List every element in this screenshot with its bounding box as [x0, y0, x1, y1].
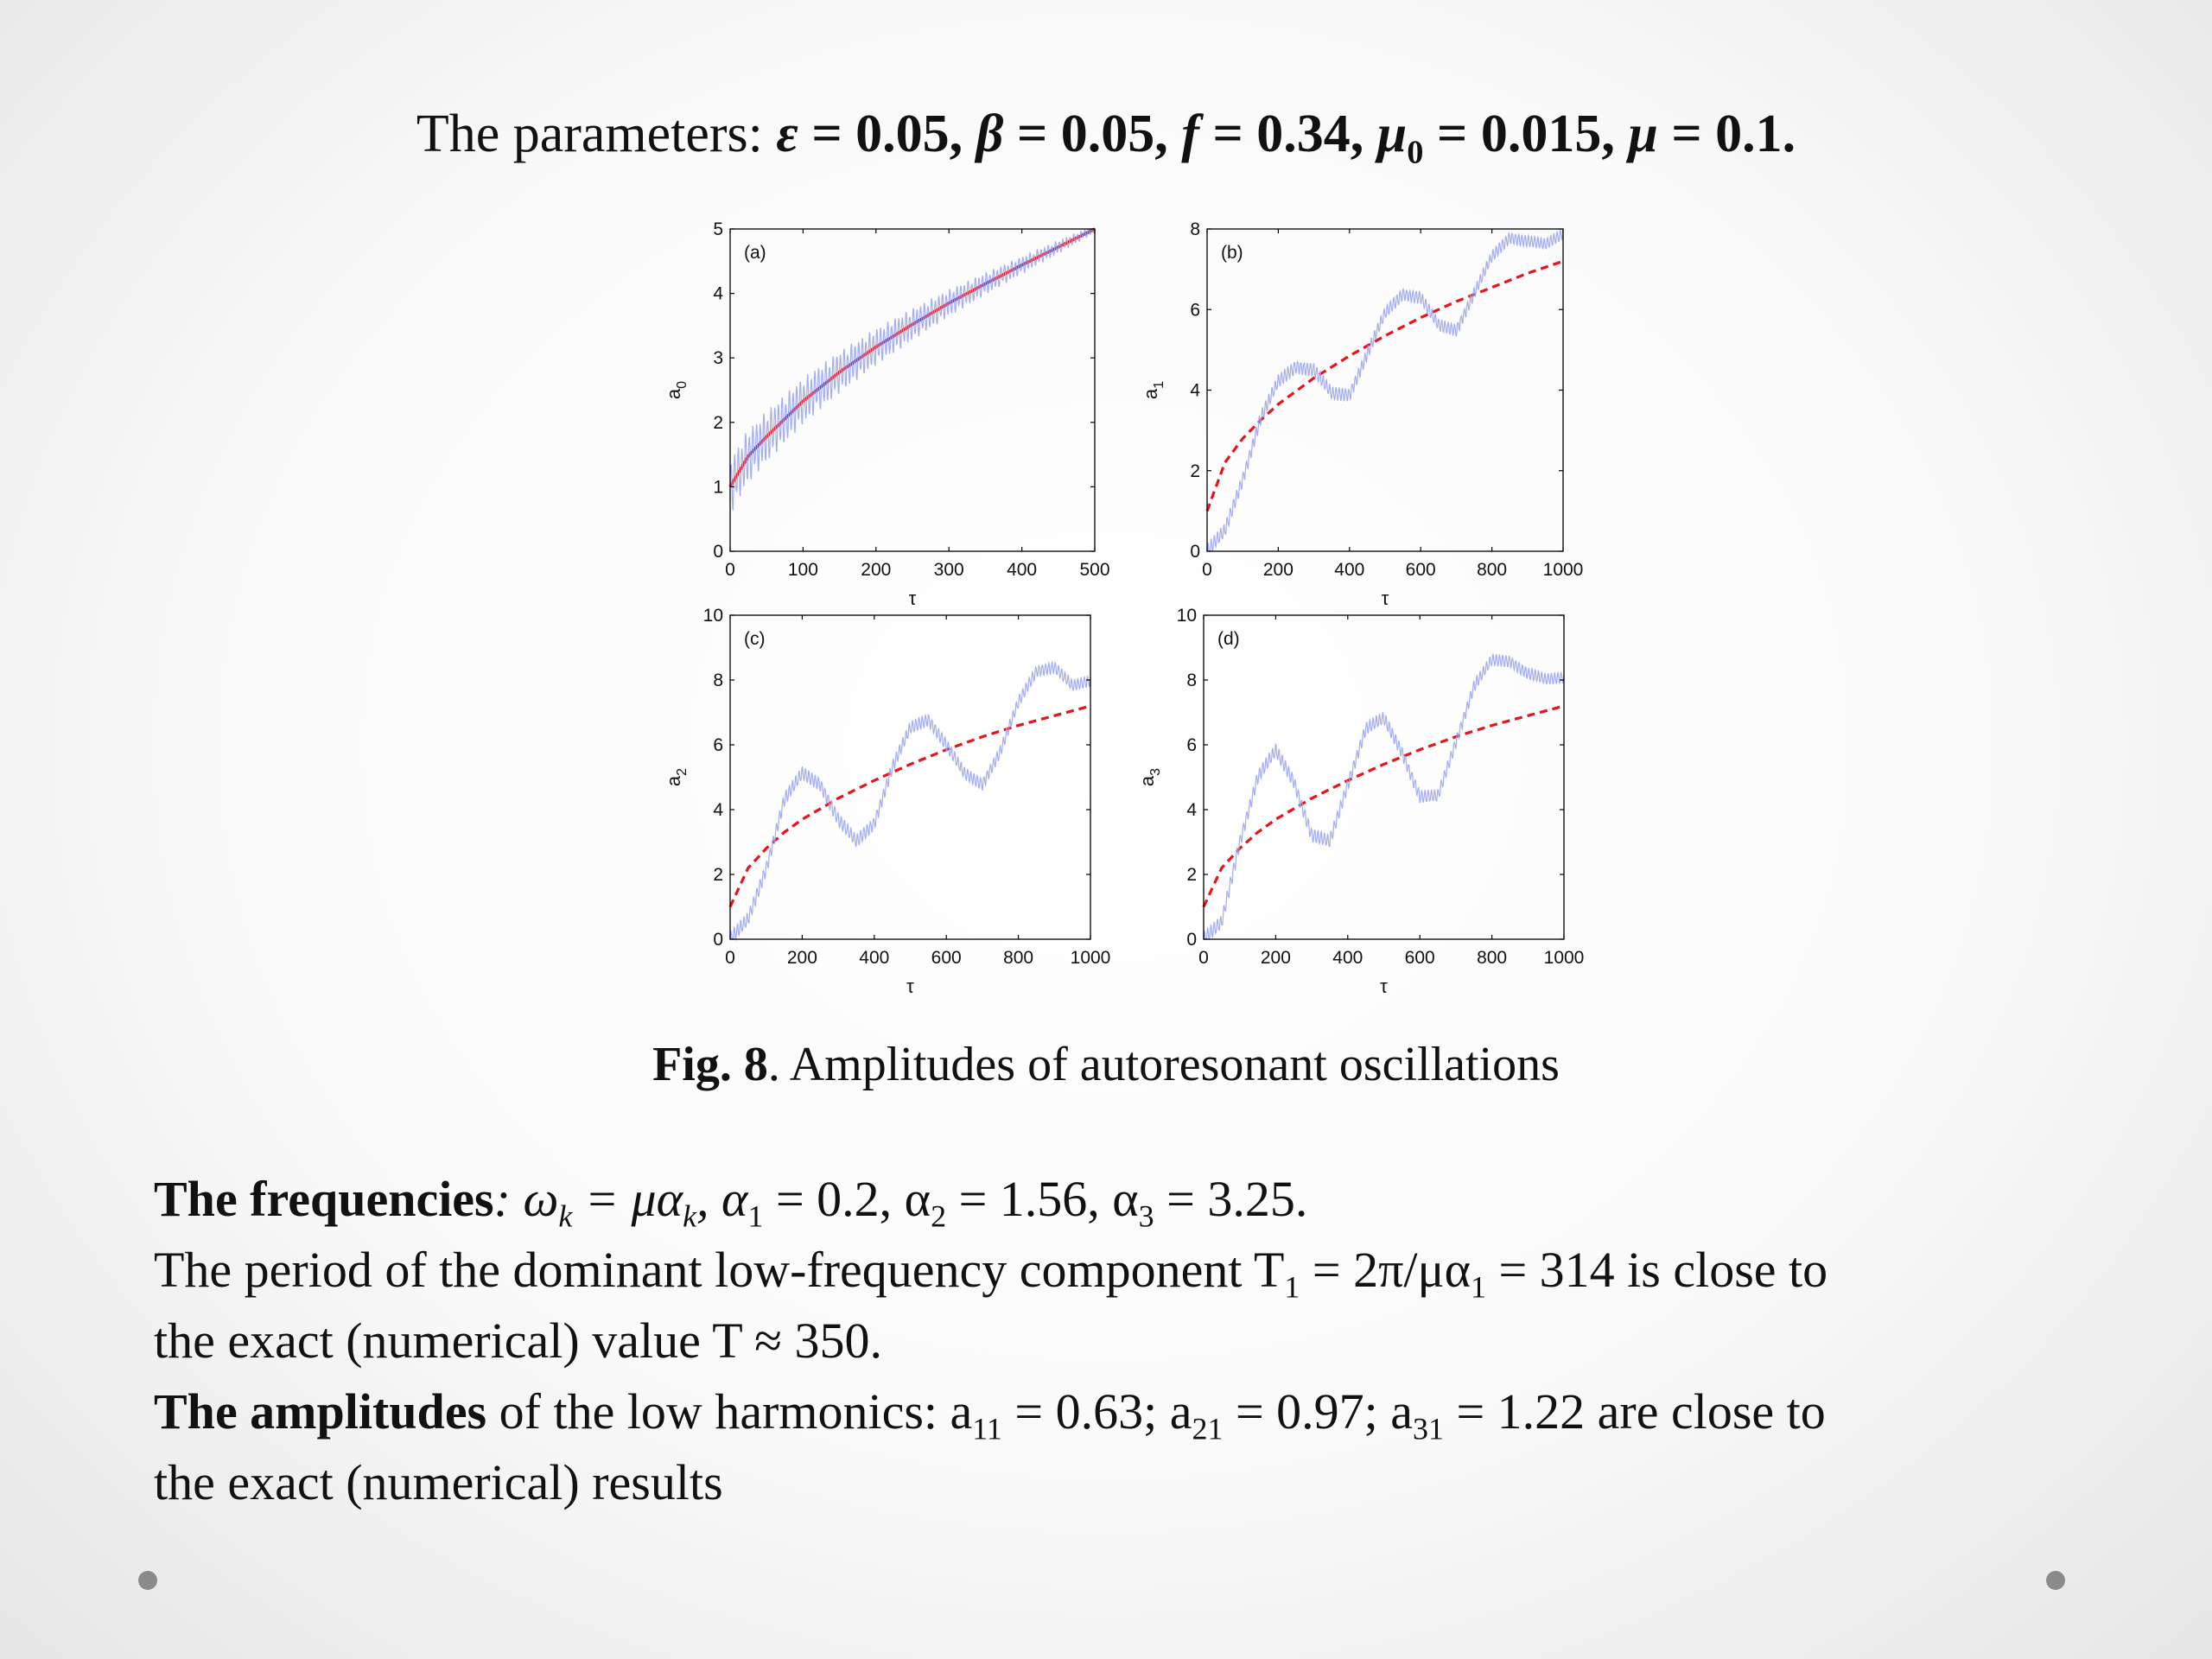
amplitudes-heading: The amplitudes: [154, 1383, 487, 1440]
y-tick-label-0-1: 1: [713, 477, 723, 498]
fit-series-0: [730, 229, 1095, 486]
freq-alpha3: = 1.56, α: [946, 1171, 1139, 1227]
x-tick-label-3-1: 200: [1260, 948, 1291, 968]
y-axis-label-sub-1: 1: [1152, 380, 1166, 389]
y-tick-label-0-3: 3: [713, 348, 723, 369]
y-tick-label-3-4: 8: [1186, 671, 1197, 690]
x-tick-label-2-3: 600: [931, 948, 962, 968]
amp-sub-11: 11: [972, 1411, 1002, 1446]
params-prefix: The parameters:: [416, 105, 777, 163]
mu0-value: = 0.015,: [1423, 105, 1629, 163]
f-symbol: f: [1181, 105, 1199, 163]
amp-sub-31: 31: [1413, 1411, 1444, 1446]
panel-label-3: (d): [1217, 629, 1240, 649]
exact-value-line: the exact (numerical) value T ≈ 350.: [154, 1313, 882, 1369]
y-axis-label-sub-0: 0: [675, 380, 690, 389]
x-axis-label-2: τ: [906, 976, 914, 997]
numerical-series-3: [1204, 654, 1564, 939]
x-tick-label-1-4: 800: [1477, 560, 1508, 580]
chart-panel-3: [1136, 606, 1584, 997]
fit-series-1: [1207, 261, 1563, 511]
x-tick-label-2-0: 0: [725, 948, 735, 968]
mu-symbol: μ: [1628, 105, 1658, 163]
results-line: the exact (numerical) results: [154, 1454, 723, 1510]
x-tick-label-2-1: 200: [786, 948, 817, 968]
x-tick-label-3-5: 1000: [1543, 948, 1585, 968]
x-axis-label-3: τ: [1380, 976, 1388, 997]
x-tick-label-2-2: 400: [859, 948, 890, 968]
plot-frame-1: [1207, 229, 1563, 551]
panel-label-1: (b): [1221, 243, 1243, 263]
mu0-symbol: μ: [1376, 105, 1408, 163]
x-tick-label-1-2: 400: [1334, 560, 1365, 580]
beta-value: = 0.05,: [1003, 105, 1182, 163]
caption-label: Fig. 8: [652, 1038, 768, 1091]
x-tick-label-2-5: 1000: [1070, 948, 1111, 968]
y-tick-label-2-4: 8: [713, 671, 723, 690]
amp-text-b: = 0.63; a: [1001, 1383, 1192, 1440]
x-tick-label-1-3: 600: [1405, 560, 1436, 580]
period-sub-1: 1: [1284, 1269, 1300, 1305]
y-axis-label-main-0: a: [663, 388, 684, 400]
x-tick-label-3-4: 800: [1477, 948, 1508, 968]
y-axis-label-2: [663, 768, 690, 786]
x-tick-label-1-0: 0: [1202, 560, 1212, 580]
fit-series-3: [1204, 706, 1564, 907]
y-tick-label-3-5: 10: [1176, 606, 1197, 626]
x-tick-label-3-0: 0: [1198, 948, 1209, 968]
frequencies-line: [154, 1162, 2107, 1236]
freq-sub-1: 1: [747, 1198, 764, 1234]
x-tick-label-0-3: 300: [933, 560, 964, 580]
period-line: [154, 1233, 2107, 1306]
x-tick-label-0-2: 200: [861, 560, 892, 580]
y-tick-label-2-2: 4: [713, 800, 723, 820]
amp-sub-21: 21: [1192, 1411, 1224, 1446]
y-tick-label-1-2: 4: [1190, 380, 1200, 401]
y-tick-label-3-2: 4: [1186, 800, 1197, 820]
y-tick-label-2-3: 6: [713, 735, 723, 755]
y-axis-label-main-2: a: [663, 775, 684, 787]
x-tick-label-3-2: 400: [1332, 948, 1363, 968]
freq-sub-k2: k: [683, 1198, 697, 1234]
y-tick-label-2-0: 0: [713, 930, 723, 950]
period-sub-2: 1: [1470, 1269, 1486, 1305]
freq-end: = 3.25.: [1154, 1171, 1308, 1227]
y-tick-label-0-2: 2: [713, 412, 723, 433]
y-axis-label-main-3: a: [1136, 775, 1158, 787]
numerical-series-1: [1207, 230, 1563, 551]
amp-text-c: = 0.97; a: [1223, 1383, 1414, 1440]
freq-omega: : ω: [493, 1171, 559, 1227]
x-tick-label-1-1: 200: [1262, 560, 1294, 580]
freq-sub-2: 2: [931, 1198, 947, 1234]
x-tick-label-1-5: 1000: [1542, 560, 1584, 580]
y-tick-label-1-3: 6: [1190, 300, 1200, 321]
y-tick-label-1-1: 2: [1190, 461, 1200, 481]
y-axis-label-0: [663, 381, 690, 399]
x-axis-label-1: τ: [1381, 588, 1389, 609]
y-tick-label-1-0: 0: [1190, 542, 1200, 562]
plot-frame-2: [730, 615, 1090, 939]
slide-dot-left: [138, 1571, 157, 1590]
y-axis-label-sub-3: 3: [1148, 767, 1163, 776]
amplitudes-line: [154, 1375, 2107, 1448]
period-text-b: = 2π/μα: [1300, 1242, 1471, 1298]
period-text-c: = 314 is close to: [1485, 1242, 1828, 1298]
figure-caption: [0, 1037, 2212, 1092]
y-axis-label-main-1: a: [1140, 388, 1161, 400]
x-tick-label-0-4: 400: [1007, 560, 1038, 580]
amp-text-d: = 1.22 are close to: [1443, 1383, 1826, 1440]
y-tick-label-3-3: 6: [1186, 735, 1197, 755]
mu0-subscript: 0: [1407, 134, 1424, 171]
y-axis-label-sub-2: 2: [675, 767, 690, 776]
x-tick-label-0-1: 100: [787, 560, 818, 580]
plot-frame-0: [730, 229, 1095, 551]
body-text: [154, 1162, 2107, 1519]
beta-symbol: β: [976, 105, 1004, 163]
y-tick-label-2-1: 2: [713, 865, 723, 885]
chart-panel-1: [1140, 219, 1583, 609]
frequencies-heading: The frequencies: [154, 1171, 494, 1227]
x-tick-label-0-5: 500: [1079, 560, 1110, 580]
f-value: = 0.34,: [1198, 105, 1377, 163]
numerical-series-2: [730, 662, 1090, 939]
caption-text: . Amplitudes of autoresonant oscillations: [767, 1038, 1560, 1091]
figure-8: [652, 216, 1611, 1015]
y-tick-label-2-5: 10: [702, 606, 723, 626]
freq-sub-k: k: [558, 1198, 573, 1234]
chart-panel-2: [663, 606, 1110, 997]
epsilon-symbol: ε: [776, 105, 798, 163]
y-tick-label-3-1: 2: [1186, 865, 1197, 885]
y-tick-label-0-4: 4: [713, 283, 723, 304]
freq-mu-alpha: = μα: [572, 1171, 683, 1227]
figure-8-plots: [652, 216, 1611, 1011]
panel-label-0: (a): [744, 243, 766, 263]
y-tick-label-0-0: 0: [713, 542, 723, 562]
amp-text-a: of the low harmonics: a: [486, 1383, 973, 1440]
y-axis-label-3: [1136, 768, 1163, 786]
freq-sub-3: 3: [1138, 1198, 1154, 1234]
x-tick-label-2-4: 800: [1003, 948, 1034, 968]
period-text-a: The period of the dominant low-frequency component T: [154, 1242, 1285, 1298]
slide-dot-right: [2046, 1571, 2065, 1590]
numerical-series-0: [730, 229, 1095, 511]
x-tick-label-3-3: 600: [1404, 948, 1435, 968]
y-tick-label-1-4: 8: [1190, 219, 1200, 239]
y-tick-label-3-0: 0: [1186, 930, 1197, 950]
y-tick-label-0-5: 5: [713, 219, 723, 239]
freq-alpha1: , α: [696, 1171, 748, 1227]
freq-alpha2: = 0.2, α: [763, 1171, 931, 1227]
mu-value: = 0.1.: [1657, 105, 1796, 163]
panel-label-2: (c): [744, 629, 766, 649]
parameters-line: [0, 104, 2212, 171]
x-tick-label-0-0: 0: [725, 560, 735, 580]
epsilon-value: = 0.05,: [798, 105, 976, 163]
chart-panel-0: [663, 219, 1110, 609]
x-axis-label-0: τ: [908, 588, 917, 609]
y-axis-label-1: [1140, 381, 1166, 399]
